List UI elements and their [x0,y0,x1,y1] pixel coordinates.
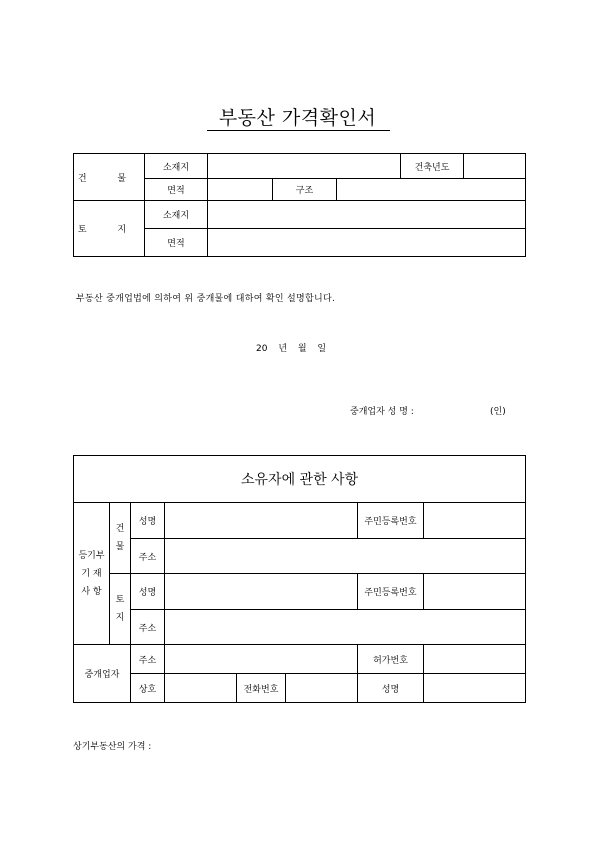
owner-table [73,455,526,703]
built-year-value[interactable] [464,154,526,179]
building-owner-name-label: 성명 [131,503,165,539]
agent-sign-label: 중개업자 성 명 : [350,407,414,417]
building-label: 건 물 [74,154,145,201]
structure-value[interactable] [337,179,526,201]
land-owner-name-value[interactable] [165,574,358,610]
agent-name-value[interactable] [424,674,526,703]
owner-section-title: 소유자에 관한 사항 [74,456,526,503]
building-owner-address-label: 주소 [131,539,165,574]
land-owner-name-label: 성명 [131,574,165,610]
building-owner-name-value[interactable] [165,503,358,539]
land-area-label: 면적 [145,229,208,257]
license-label: 허가번호 [358,645,424,674]
seal-mark: (인) [490,407,506,417]
land-location-value[interactable] [208,201,526,229]
building-location-label: 소재지 [145,154,208,179]
owner-land-label: 토 지 [110,574,131,645]
building-owner-id-label: 주민등록번호 [358,503,424,539]
title-underline [207,130,390,131]
structure-label: 구조 [273,179,337,201]
built-year-label: 건축년도 [401,154,464,179]
statement-text: 부동산 중개업법에 의하여 위 중개물에 대하여 확인 설명합니다. [76,294,336,304]
registry-label: 등기부 기 재 사 항 [74,503,110,645]
date-line: 20 년 월 일 [256,344,327,354]
agent-name-label: 성명 [358,674,424,703]
phone-label: 전화번호 [237,674,286,703]
land-owner-id-label: 주민등록번호 [358,574,424,610]
land-location-label: 소재지 [145,201,208,229]
agent-address-label: 주소 [131,645,165,674]
land-owner-address-value[interactable] [165,610,526,645]
agent-address-value[interactable] [165,645,358,674]
land-label: 토 지 [74,201,145,257]
trade-name-label: 상호 [131,674,165,703]
document-title: 부동산 가격확인서 [218,107,377,129]
building-area-value[interactable] [208,179,273,201]
agent-label: 중개업자 [74,645,131,703]
owner-building-label: 건 물 [110,503,131,574]
land-owner-id-value[interactable] [424,574,526,610]
building-owner-address-value[interactable] [165,539,526,574]
price-line: 상기부동산의 가격 : [73,742,152,752]
land-owner-address-label: 주소 [131,610,165,645]
license-value[interactable] [424,645,526,674]
property-table [73,153,526,257]
phone-value[interactable] [286,674,358,703]
building-location-value[interactable] [208,154,401,179]
trade-name-value[interactable] [165,674,237,703]
building-owner-id-value[interactable] [424,503,526,539]
building-area-label: 면적 [145,179,208,201]
land-area-value[interactable] [208,229,526,257]
